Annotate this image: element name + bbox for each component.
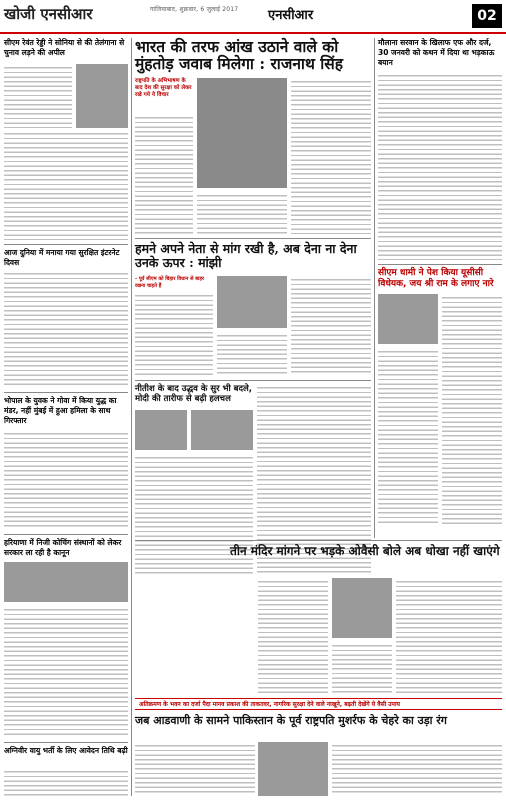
story-body	[135, 742, 255, 796]
story-headline: सीएम धामी ने पेश किया यूसीसी विधेयक, जय श्री राम के लगाए नारे	[378, 268, 494, 289]
story-body	[396, 578, 502, 694]
divider	[4, 392, 128, 393]
story-body	[291, 276, 371, 376]
strip-headline: अतिक्रमण के भवन का दर्जा पैदा मानव प्रकाश की ताकतवर, नागरिक सुरक्षा देने वाले नाखूने, बढ़ती देखेंगे ये वैसी उपाय	[139, 701, 400, 708]
divider	[135, 540, 502, 541]
divider	[135, 380, 371, 381]
lead-kicker: राष्ट्रपति के अभिभाषण के बाद देश की सुरक्षा को लेकर रखे गये ये विचार	[135, 78, 192, 98]
column-rule	[374, 38, 375, 538]
story-body	[378, 348, 438, 524]
story-body	[332, 742, 502, 796]
strip-banner	[135, 698, 502, 710]
story-photo	[135, 410, 187, 450]
divider	[4, 534, 128, 535]
story-body	[4, 430, 128, 530]
page-number: 02	[472, 4, 502, 28]
left-column	[4, 38, 128, 796]
right-column	[378, 38, 502, 538]
divider	[4, 244, 128, 245]
divider	[4, 742, 128, 743]
story-kicker: - पूर्व सीएम को बिहार विधान से बाहर रखना चाहते हैं	[135, 276, 205, 289]
story-body	[378, 72, 502, 260]
story-body	[442, 294, 502, 524]
story-photo	[76, 64, 128, 128]
story-body	[4, 130, 128, 240]
lead-headline: भारत की तरफ आंख उठाने वाले को मुंहतोड़ जवाब मिलेगा : राजनाथ सिंह	[135, 37, 343, 73]
story-headline: हरियाणा में निजी कोचिंग संस्थानों को लेकर सरकार ला रही है कानून	[4, 538, 122, 557]
story-headline: हमने अपने नेता से मांग रखी है, अब देना ना देना उनके ऊपर : मांझी	[135, 241, 357, 270]
column-rule	[131, 38, 132, 796]
story-headline: आज दुनिया में मनाया गया सुरक्षित इंटरनेट दिवस	[4, 248, 120, 267]
rajnath-photo	[197, 78, 287, 188]
story-body	[135, 292, 213, 376]
divider	[135, 238, 371, 239]
masthead	[0, 0, 506, 34]
story-body	[217, 332, 287, 376]
story-headline: अग्निवीर वायु भर्ती के लिए आवेदन तिथि बढ़ी	[4, 746, 128, 755]
story-headline: नीतीश के बाद उद्धव के सुर भी बदले, मोदी की तारीफ से बढ़ी हलचल	[135, 384, 253, 404]
dateline: गाजियाबाद, शुक्रवार, 6 जुलाई 2017	[150, 6, 239, 13]
story-body	[4, 768, 128, 796]
divider	[378, 264, 502, 265]
story-body	[332, 642, 392, 694]
story-body	[291, 78, 371, 234]
story-body	[4, 606, 128, 738]
story-headline: सीएम रेवंत रेड्डी ने सोनिया से की तेलंगाना से चुनाव लड़ने की अपील	[4, 38, 125, 57]
section-title: एनसीआर	[268, 8, 314, 23]
story-body	[4, 270, 128, 388]
story-headline: तीन मंदिर मांगने पर भड़के ओवैसी बोले अब धोखा नहीं खाएंगे	[230, 544, 500, 558]
story-headline: मौलाना सरवान के खिलाफ एफ और दर्ज, 30 जनवरी को कथन में दिया था भड़काऊ बयान	[378, 38, 495, 67]
story-body	[197, 192, 287, 234]
story-body	[258, 578, 328, 694]
story-photo	[217, 276, 287, 328]
story-body	[135, 114, 193, 234]
story-photo	[191, 410, 253, 450]
story-photo	[4, 562, 128, 602]
dhami-photo	[378, 294, 438, 344]
brand-logo: खोजी एनसीआर	[4, 5, 93, 23]
story-headline: जब आडवाणी के सामने पाकिस्तान के पूर्व राष्ट्रपति मुशर्रफ के चेहरे का उड़ा रंग	[135, 714, 447, 727]
story-headline: भोपाल के युवक ने गोवा में किया युद्ध का मंडर, नहीं मुंबई में हुआ हमिला के साथ गिरफ्तार	[4, 396, 117, 425]
musharraf-photo	[258, 742, 328, 796]
story-body	[4, 64, 72, 128]
owaisi-photo	[332, 578, 392, 638]
